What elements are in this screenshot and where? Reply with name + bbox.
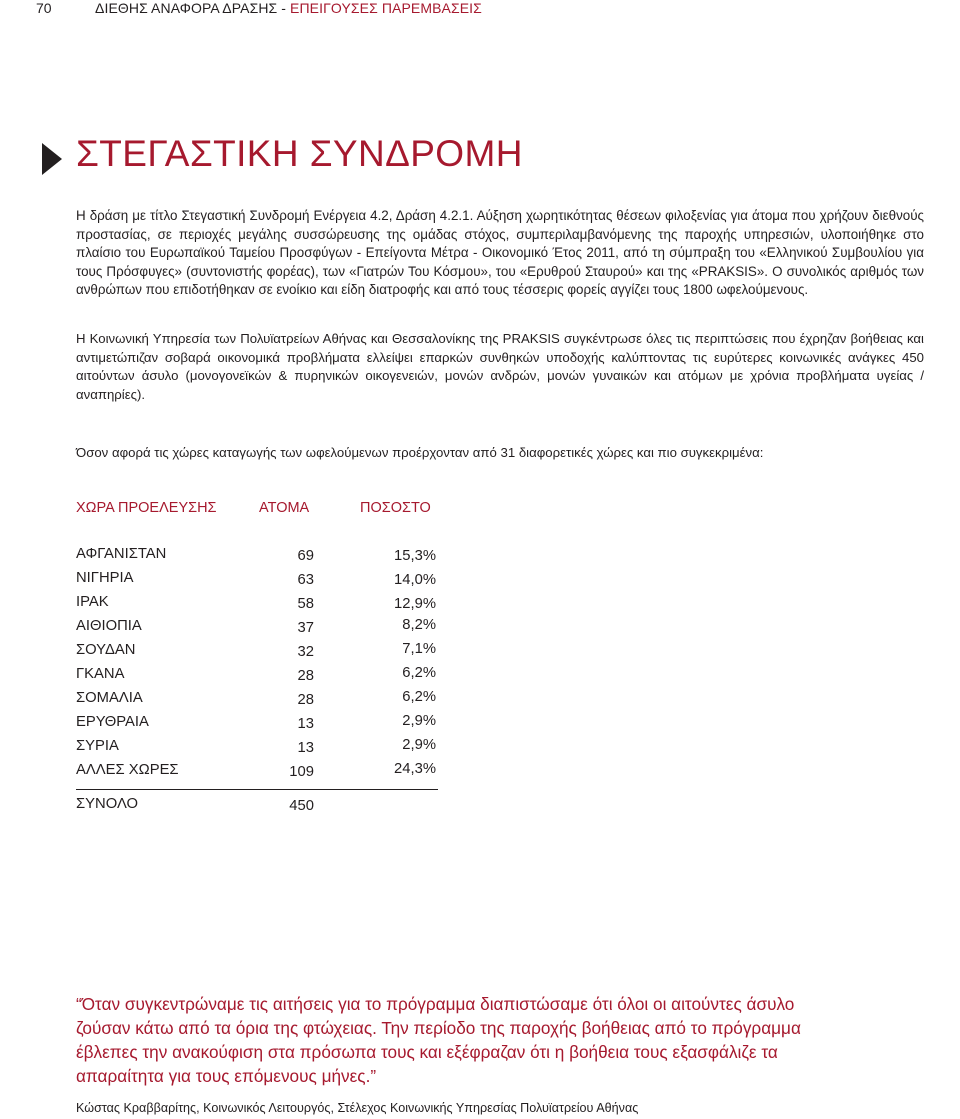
row-country: ΙΡΑΚ xyxy=(76,594,109,610)
pull-quote: “Όταν συγκεντρώναμε τις αιτήσεις για το πρόγραμμα διαπιστώσαμε ότι όλοι οι αιτούντες άσυλο ζούσαν κάτω από τα όρια της φτώχειας. Την περίοδο της παροχής βοήθειας από το πρόγραμμα έβλεπες την ανακούφιση στα πρόσωπα τους και εξέφραζαν ότι η βοήθεια τους εξασφάλιζε τα απαραίτητα για τους επόμενους μήνες.” xyxy=(76,994,801,1086)
quote-attribution: Κώστας Κραββαρίτης, Κοινωνικός Λειτουργός, Στέλεχος Κοινωνικής Υπηρεσίας Πολυϊατρείου Αθήνας xyxy=(76,1101,639,1115)
row-people: 28 xyxy=(297,692,314,708)
section-title: ΣΤΕΓΑΣΤΙΚΗ ΣΥΝΔΡΟΜΗ xyxy=(76,133,523,174)
row-country: ΝΙΓΗΡΙΑ xyxy=(76,570,134,586)
row-country: ΣΟΜΑΛΙΑ xyxy=(76,690,143,706)
section-arrow-icon xyxy=(42,143,62,175)
row-percent: 7,1% xyxy=(402,641,436,657)
table-header-country: ΧΩΡΑ ΠΡΟΕΛΕΥΣΗΣ xyxy=(76,500,217,516)
total-label: ΣΥΝΟΛΟ xyxy=(76,796,139,812)
row-percent: 2,9% xyxy=(402,713,436,729)
body-paragraph-1: Η δράση με τίτλο Στεγαστική Συνδρομή Ενέργεια 4.2, Δράση 4.2.1. Αύξηση χωρητικότητας θέσεων φιλοξενίας για άτομα που χρήζουν διεθνούς προστασίας, σε περιοχές μεγάλης συσσώρευσης της ομάδας στόχος, συμπεριλαμβανόμενης της παροχής υπηρεσιών, υλοποιήθηκε στο πλαίσιο του Ευρωπαϊκού Ταμείου Προσφύγων - Επείγοντα Μέτρα - Οικονομικό Έτος 2011, από τη σύμπραξη του «Ελληνικού Συμβουλίου για τους Πρόσφυγες» (συντονιστής φορέας), των «Γιατρών Του Κόσμου», του «Ερυθρού Σταυρού» και της «PRAKSIS». Ο συνολικός αριθμός των ανθρώπων που επιδοτήθηκαν σε ενοίκιο και είδη διατροφής και από τους τέσσερις φορείς αγγίζει τους 1800 ωφελούμενους. xyxy=(76,208,924,297)
table-divider xyxy=(76,789,438,790)
row-people: 28 xyxy=(297,668,314,684)
row-country: ΑΙΘΙΟΠΙΑ xyxy=(76,618,142,634)
row-percent: 6,2% xyxy=(402,665,436,681)
row-percent: 12,9% xyxy=(394,596,436,612)
row-country: ΣΟΥΔΑΝ xyxy=(76,642,136,658)
row-percent: 8,2% xyxy=(402,617,436,633)
row-country: ΣΥΡΙΑ xyxy=(76,738,119,754)
row-people: 63 xyxy=(297,572,314,588)
row-country: ΓΚΑΝΑ xyxy=(76,666,125,682)
table-header-percent: ΠΟΣΟΣΤΟ xyxy=(360,500,431,516)
row-percent: 15,3% xyxy=(394,548,436,564)
row-percent: 14,0% xyxy=(394,572,436,588)
row-people: 109 xyxy=(289,764,314,780)
running-head-prefix: ΔΙΕΘΗΣ ΑΝΑΦΟΡΑ ΔΡΑΣΗΣ - xyxy=(95,0,291,16)
table-intro: Όσον αφορά τις χώρες καταγωγής των ωφελούμενων προέρχονταν από 31 διαφορετικές χώρες και πιο συγκεκριμένα: xyxy=(76,445,764,460)
row-percent: 6,2% xyxy=(402,689,436,705)
body-paragraph-2: Η Κοινωνική Υπηρεσία των Πολυϊατρείων Αθήνας και Θεσσαλονίκης της PRAKSIS συγκέντρωσε όλες τις περιπτώσεις που έχρηζαν βοήθειας και αντιμετώπιζαν σοβαρά οικονομικά προβλήματα ελλείψει επαρκών συνθηκών υποδοχής καλύπτοντας τις ευρύτερες κοινωνικές ανάγκες 450 αιτούντων άσυλο (μονογονεϊκών & πυρηνικών οικογενειών, μονών ανδρών, μονών γυναικών και ατόμων με χρόνια προβλήματα υγείας / αναπηρίες). xyxy=(76,331,924,402)
row-country: ΕΡΥΘΡΑΙΑ xyxy=(76,714,149,730)
row-percent: 2,9% xyxy=(402,737,436,753)
running-head-accent: ΕΠΕΙΓΟΥΣΕΣ ΠΑΡΕΜΒΑΣΕΙΣ xyxy=(290,0,482,16)
row-people: 69 xyxy=(297,548,314,564)
table-header-people: ΑΤΟΜΑ xyxy=(259,500,310,516)
running-head xyxy=(95,0,482,16)
row-people: 37 xyxy=(297,620,314,636)
row-country: ΑΛΛΕΣ ΧΩΡΕΣ xyxy=(76,762,179,778)
row-people: 13 xyxy=(297,716,314,732)
total-value: 450 xyxy=(289,798,314,814)
row-country: ΑΦΓΑΝΙΣΤΑΝ xyxy=(76,546,167,562)
row-people: 58 xyxy=(297,596,314,612)
row-percent: 24,3% xyxy=(394,761,436,777)
page-number: 70 xyxy=(36,0,52,16)
row-people: 32 xyxy=(297,644,314,660)
row-people: 13 xyxy=(297,740,314,756)
